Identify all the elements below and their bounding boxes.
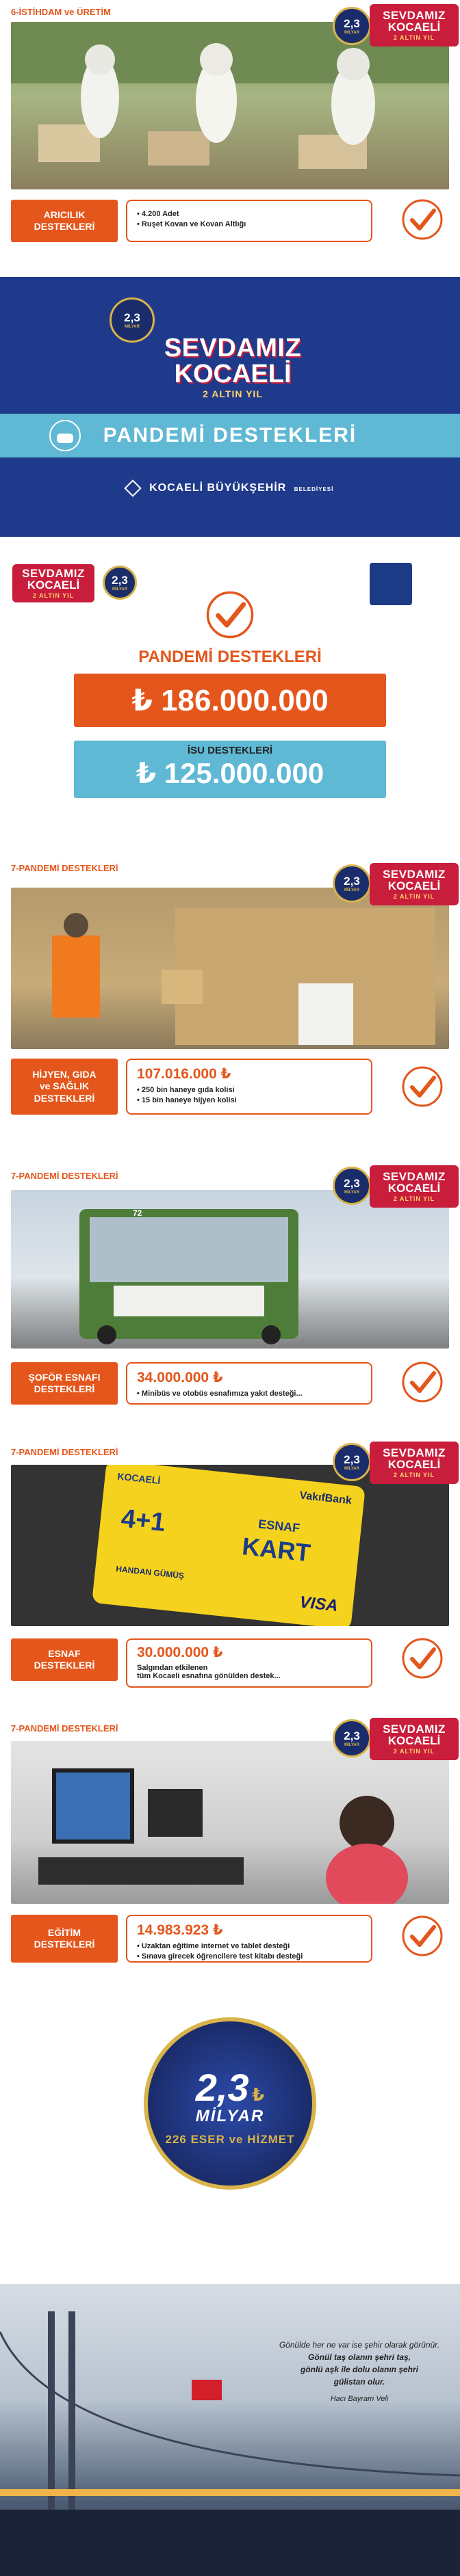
esnaf-amount: 30.000.000 ₺ (137, 1645, 223, 1660)
quote-line: Gönülde her ne var ise şehir olarak görünür. (279, 2340, 440, 2350)
info-item: • Minibüs ve otobüs esnafımıza yakıt desteği... (137, 1389, 361, 1399)
badge-23-milyar: 2,3 MİLYAR (110, 297, 155, 343)
section-tag: 7-PANDEMİ DESTEKLERİ (11, 1171, 118, 1181)
aricilik-info-box (126, 200, 372, 242)
hijyen-amount: 107.016.000 ₺ (137, 1066, 231, 1082)
esnaf-text-2: tüm Kocaeli esnafına gönülden destek... (137, 1672, 281, 1680)
section-esnaf (0, 1440, 460, 1700)
org-name: KOCAELİ BÜYÜKŞEHİR (149, 482, 287, 494)
sofor-amount: 34.000.000 ₺ (137, 1370, 223, 1385)
badge-23-milyar: 2,3 MİLYAR (333, 7, 371, 45)
hijyen-info-box (126, 1059, 372, 1115)
sofor-label-box: ŞOFÖR ESNAFI DESTEKLERİ (11, 1362, 118, 1405)
info-item: • Ruşet Kovan ve Kovan Altlığı (137, 220, 361, 230)
yaptik-check-icon (401, 1915, 444, 1957)
bus-photo (11, 1190, 449, 1349)
pandemi-heading: PANDEMİ DESTEKLERİ (138, 648, 322, 666)
egitim-amount: 14.983.923 ₺ (137, 1922, 223, 1938)
esnaf-card-photo (11, 1465, 449, 1626)
yaptik-check-icon (401, 1065, 444, 1108)
section-tag: 7-PANDEMİ DESTEKLERİ (11, 1723, 118, 1734)
hijyen-label-box: HİJYEN, GIDA ve SAĞLIK DESTEKLERİ (11, 1059, 118, 1115)
section-sofor (0, 1163, 460, 1416)
section-tag: 6-İSTİHDAM ve ÜRETİM (11, 7, 111, 17)
esnaf-label-box: ESNAF DESTEKLERİ (11, 1638, 118, 1681)
pandemi-banner (0, 277, 460, 537)
aricilik-label-box: ARICILIK DESTEKLERİ (11, 200, 118, 242)
isu-label: İSU DESTEKLERİ (187, 745, 273, 756)
pandemi-total-box: ₺ 186.000.000 (74, 674, 386, 727)
beekeepers-photo (11, 22, 449, 189)
sevdamiz-kocaeli-logo: SEVDAMIZ KOCAELİ 2 ALTIN YIL (370, 1442, 459, 1484)
medal (144, 2017, 316, 2190)
bus-illustration (11, 1190, 449, 1349)
classroom-photo (11, 1741, 449, 1904)
quote-section (0, 2284, 460, 2576)
yaptik-check-icon (401, 198, 444, 241)
quote-author: Hacı Bayram Veli (330, 2395, 389, 2403)
egitim-label-box: EĞİTİM DESTEKLERİ (11, 1915, 118, 1963)
kocaeli-bb-footer (0, 482, 460, 494)
section-egitim (0, 1716, 460, 1969)
badge-23-milyar: 2,3 MİLYAR (333, 1719, 371, 1757)
medal-number: 2,3 (195, 2066, 249, 2109)
esnaf-card (92, 1465, 366, 1626)
info-item: • 4.200 Adet (137, 209, 361, 220)
isu-box (74, 741, 386, 798)
badge-23-milyar: 2,3 MİLYAR (333, 864, 371, 903)
visa-logo: VISA (298, 1593, 339, 1616)
medal-unit: MİLYAR (195, 2107, 265, 2125)
quote-line: gönlü aşk ile dolu olanın şehri (300, 2365, 419, 2374)
sevdamiz-kocaeli-logo: SEVDAMIZ KOCAELİ 2 ALTIN YIL (370, 863, 459, 905)
info-item: • 250 bin haneye gıda kolisi (137, 1085, 361, 1096)
card-kind: ESNAF (257, 1517, 301, 1535)
esnaf-text-1: Salgından etkilenen (137, 1664, 208, 1672)
egitim-info-box (126, 1915, 372, 1963)
org-sub: BELEDİYESİ (294, 486, 334, 493)
bridge-illustration (0, 2284, 460, 2576)
quote-line: Gönül taş olanın şehri taş, (307, 2352, 411, 2362)
info-item: • 15 bin haneye hijyen kolisi (137, 1096, 361, 1106)
card-holder: HANDAN GÜMÜŞ (115, 1564, 185, 1581)
sevdamiz-kocaeli-logo: SEVDAMIZ KOCAELİ 2 ALTIN YIL (12, 564, 94, 602)
quote-text (267, 2339, 452, 2405)
pandemi-totals (0, 557, 460, 807)
quote-line: gülistan olur. (333, 2377, 385, 2387)
yaptik-check-icon (205, 590, 255, 639)
medal-ring: 226 ESER ve HİZMET (165, 2133, 295, 2146)
sevdamiz-kocaeli-logo: SEVDAMIZ KOCAELİ 2 ALTIN YIL (164, 333, 302, 399)
sevdamiz-kocaeli-logo: SEVDAMIZ KOCAELİ 2 ALTIN YIL (370, 1718, 459, 1760)
info-item: • Uzaktan eğitime internet ve tablet desteği (137, 1941, 361, 1952)
isu-total: ₺ 125.000.000 (136, 757, 324, 789)
mask-icon (48, 419, 82, 453)
pandemi-title: PANDEMİ DESTEKLERİ (103, 424, 357, 447)
aid-boxes-photo (11, 888, 449, 1049)
sofor-info-box (126, 1362, 372, 1405)
yaptik-check-icon (401, 1637, 444, 1679)
kbb-logo-icon (124, 479, 141, 496)
section-hijyen (0, 863, 460, 1126)
section-aricilik (0, 0, 460, 260)
esnaf-info-box (126, 1638, 372, 1688)
classroom-illustration (11, 1741, 449, 1904)
bus-number: 72 (133, 1208, 142, 1218)
kbb-logo-icon (370, 563, 412, 605)
pandemi-title-bar (0, 414, 460, 457)
badge-23-milyar: 2,3 MİLYAR (333, 1167, 371, 1205)
aid-boxes-illustration (11, 888, 449, 1049)
card-bank: VakıfBank (298, 1489, 353, 1507)
section-tag: 7-PANDEMİ DESTEKLERİ (11, 1447, 118, 1457)
medal-currency: ₺ (252, 2084, 265, 2105)
card-fourone: 4+1 (119, 1504, 167, 1538)
sevdamiz-kocaeli-logo: SEVDAMIZ KOCAELİ 2 ALTIN YIL (370, 1165, 459, 1208)
section-tag: 7-PANDEMİ DESTEKLERİ (11, 863, 118, 873)
medal-section (0, 2004, 460, 2209)
turkish-flag (192, 2380, 222, 2400)
yaptik-check-icon (401, 1361, 444, 1403)
badge-23-milyar: 2,3 MİLYAR (103, 566, 137, 600)
card-kart: KART (240, 1532, 312, 1567)
info-item: • Sınava girecek öğrencilere test kitabı desteği (137, 1952, 361, 1962)
badge-23-milyar: 2,3 MİLYAR (333, 1443, 371, 1481)
card-brand: KOCAELİ (116, 1470, 162, 1487)
sevdamiz-kocaeli-logo: SEVDAMIZ KOCAELİ 2 ALTIN YIL (370, 4, 459, 47)
beekeepers-illustration (11, 22, 449, 189)
